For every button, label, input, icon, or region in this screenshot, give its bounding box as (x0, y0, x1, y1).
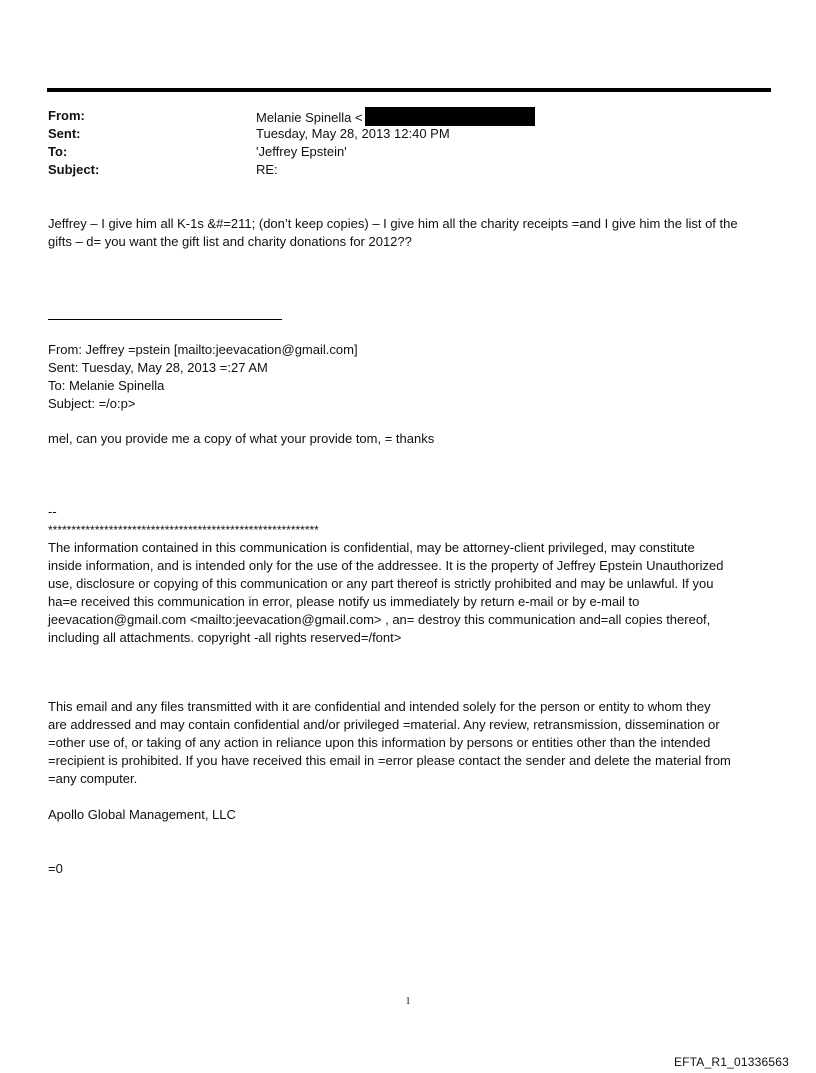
signature-stars: ********************************************************** (48, 523, 319, 537)
trailing-text-value: =0 (48, 861, 63, 876)
from-row (48, 107, 768, 125)
disclaimer-line: ha=e received this communication in error, please notify us immediately by return e-mail or by e-mail to (48, 594, 640, 609)
confidentiality-line: =recipient is prohibited. If you have received this email in =error please contact the sender and delete the material from (48, 753, 731, 768)
quoted-subject: Subject: =/o:p> (48, 396, 136, 411)
quoted-header (48, 341, 770, 413)
bates-number: EFTA_R1_01336563 (673, 1055, 789, 1069)
to-value: 'Jeffrey Epstein' (256, 144, 347, 159)
from-label: From: (48, 108, 85, 123)
quote-separator-rule (48, 319, 282, 320)
reply-body (48, 215, 770, 251)
signature-dashes: -- (48, 504, 57, 519)
quoted-body (48, 430, 770, 448)
sent-value: Tuesday, May 28, 2013 12:40 PM (256, 126, 450, 141)
to-row (48, 143, 768, 161)
company-name (48, 806, 770, 824)
reply-line: Jeffrey – I give him all K-1s &#=211; (don’t keep copies) – I give him all the charity receipts =and I give him the list of the (48, 216, 738, 231)
header-top-rule (47, 88, 771, 92)
company-name-text: Apollo Global Management, LLC (48, 807, 236, 822)
from-name: Melanie Spinella < (256, 110, 363, 125)
sent-row (48, 125, 768, 143)
quoted-to: To: Melanie Spinella (48, 378, 165, 393)
disclaimer-line: use, disclosure or copying of this communication or any part thereof is strictly prohibited and may be unlawful. If you (48, 576, 714, 591)
quoted-body-text: mel, can you provide me a copy of what your provide tom, = thanks (48, 431, 435, 446)
confidentiality-notice (48, 698, 770, 788)
confidentiality-line: =other use of, or taking of any action in reliance upon this information by persons or entities other than the intended (48, 735, 711, 750)
disclaimer-line: including all attachments. copyright -all rights reserved=/font> (48, 630, 402, 645)
confidentiality-line: are addressed and may contain confidential and/or privileged =material. Any review, retransmission, dissemination or (48, 717, 720, 732)
disclaimer-line: The information contained in this communication is confidential, may be attorney-client privileged, may constitute (48, 540, 695, 555)
subject-label: Subject: (48, 162, 100, 177)
quoted-sent: Sent: Tuesday, May 28, 2013 =:27 AM (48, 360, 268, 375)
from-value (256, 107, 535, 127)
disclaimer-line: jeevacation@gmail.com <mailto:jeevacation@gmail.com> , an= destroy this communication and=all copies thereof, (48, 612, 711, 627)
signature-block (48, 503, 770, 647)
subject-value: RE: (256, 162, 278, 177)
redaction-box (365, 107, 535, 126)
confidentiality-line: =any computer. (48, 771, 138, 786)
reply-line: gifts – d= you want the gift list and charity donations for 2012?? (48, 234, 412, 249)
quoted-from: From: Jeffrey =pstein [mailto:jeevacation@gmail.com] (48, 342, 358, 357)
sent-label: Sent: (48, 126, 81, 141)
trailing-text (48, 860, 770, 878)
disclaimer-line: inside information, and is intended only for the use of the addressee. It is the property of Jeffrey Epstein Unauthorized (48, 558, 724, 573)
subject-row (48, 161, 768, 179)
page-number: 1 (405, 996, 411, 1007)
to-label: To: (48, 144, 68, 159)
confidentiality-line: This email and any files transmitted with it are confidential and intended solely for the person or entity to whom they (48, 699, 711, 714)
